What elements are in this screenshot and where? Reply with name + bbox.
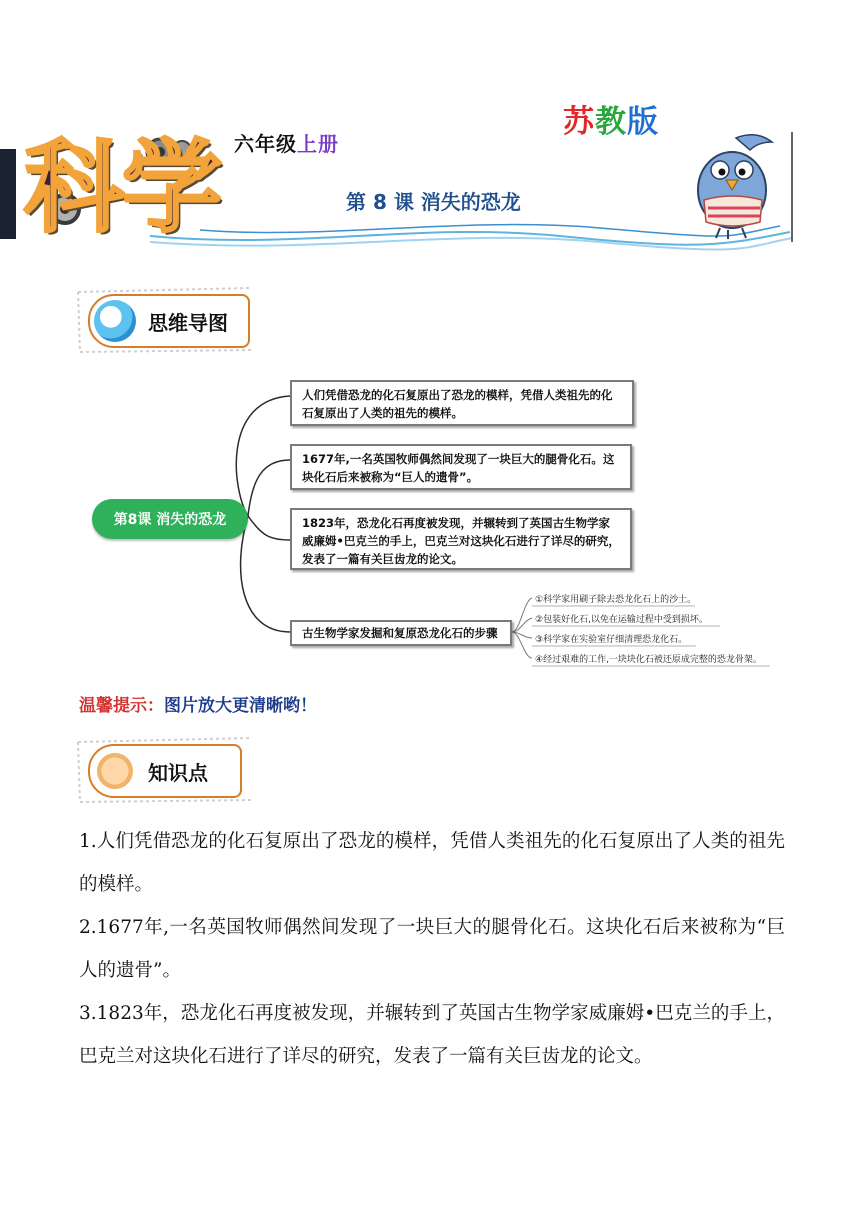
tip-line (79, 691, 317, 716)
edition-char-2: 教 (595, 104, 627, 140)
mindmap-step-4: ④经过艰难的工作,一块块化石被还原成完整的恐龙骨架。 (535, 655, 762, 665)
mindmap-branch-1: 人们凭借恐龙的化石复原出了恐龙的模样，凭借人类祖先的化石复原出了人类的祖先的模样。 (290, 380, 634, 426)
grade-text: 六年级 (234, 132, 297, 156)
section-tag-mindmap (88, 294, 250, 348)
tip-text: 图片放大更清晰哟！ (164, 696, 317, 716)
magnifier-icon (94, 300, 136, 342)
semester-text: 上册 (297, 132, 339, 156)
section-tag-knowledge (88, 744, 242, 798)
lesson-title: 第 8 课 消失的恐龙 (346, 190, 521, 214)
section-tag-label: 思维导图 (148, 310, 228, 335)
edition-char-3: 版 (627, 104, 659, 140)
knowledge-point-3: 3.1823年，恐龙化石再度被发现，并辗转到了英国古生物学家威廉姆•巴克兰的手上，巴克兰对这块化石进行了详尽的研究，发表了一篇有关巨齿龙的论文。 (79, 1003, 785, 1067)
mindmap-step-3: ③科学家在实验室仔细清理恐龙化石。 (535, 635, 688, 645)
clapping-hands-icon (94, 750, 136, 792)
mindmap-step-2: ②包装好化石,以免在运输过程中受到损坏。 (535, 615, 708, 625)
mindmap-center-node: 第8课 消失的恐龙 (92, 499, 248, 539)
bird-mascot-icon (676, 128, 786, 240)
grade-label (234, 128, 339, 157)
header-banner (0, 0, 860, 260)
mindmap-branch-4: 古生物学家发掘和复原恐龙化石的步骤 (290, 620, 512, 646)
section-tag-label: 知识点 (148, 760, 208, 785)
knowledge-point-2: 2.1677年,一名英国牧师偶然间发现了一块巨大的腿骨化石。这块化石后来被称为“巨人的遗骨”。 (79, 917, 785, 981)
science-logo: 科学 (24, 129, 220, 246)
knowledge-point-1: 1.人们凭借恐龙的化石复原出了恐龙的模样，凭借人类祖先的化石复原出了人类的祖先的模样。 (79, 831, 785, 895)
edition-char-1: 苏 (563, 104, 595, 140)
mindmap-step-1: ①科学家用刷子除去恐龙化石上的沙土。 (535, 595, 697, 605)
edition-label (563, 96, 659, 141)
tip-label: 温馨提示： (79, 696, 164, 716)
mindmap-branch-2: 1677年,一名英国牧师偶然间发现了一块巨大的腿骨化石。这块化石后来被称为“巨人的遗骨”。 (290, 444, 632, 490)
mindmap-branch-3: 1823年，恐龙化石再度被发现，并辗转到了英国古生物学家威廉姆•巴克兰的手上，巴克兰对这块化石进行了详尽的研究，发表了一篇有关巨齿龙的论文。 (290, 508, 632, 570)
